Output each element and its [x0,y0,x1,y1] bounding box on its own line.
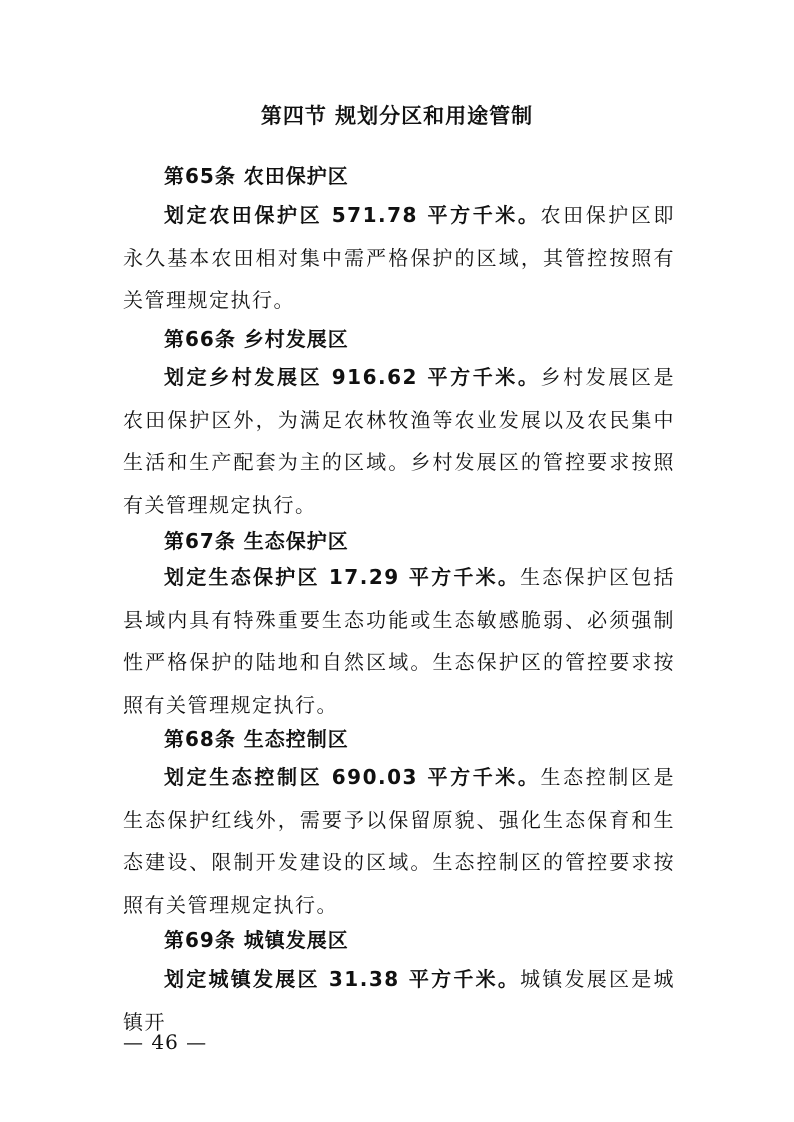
article-68-body [123,756,675,926]
article-67-body [123,556,675,726]
article-67-text: 生态保护区包括县域内具有特殊重要生态功能或生态敏感脆弱、必须强制性严格保护的陆地和自然区域。生态保护区的管控要求按照有关管理规定执行。 [123,565,676,717]
article-67-lead: 划定生态保护区 17.29 平方千米。 [164,565,521,589]
section-title: 第四节 规划分区和用途管制 [260,104,534,128]
article-68-lead: 划定生态控制区 690.03 平方千米。 [164,765,541,789]
article-65-body [123,194,675,322]
article-65-heading: 第65条 农田保护区 [164,164,349,188]
article-65-text: 农田保护区即永久基本农田相对集中需严格保护的区域，其管控按照有关管理规定执行。 [123,203,675,312]
article-66-heading: 第66条 乡村发展区 [164,327,349,351]
article-65-lead: 划定农田保护区 571.78 平方千米。 [164,203,541,227]
article-66-text: 乡村发展区是农田保护区外，为满足农林牧渔等农业发展以及农民集中生活和生产配套为主的区域。乡村发展区的管控要求按照有关管理规定执行。 [123,365,675,517]
article-69-heading: 第69条 城镇发展区 [164,928,349,952]
article-67-heading: 第67条 生态保护区 [164,529,349,553]
page-number: — 46 — [123,1030,208,1054]
article-66-lead: 划定乡村发展区 916.62 平方千米。 [164,365,541,389]
article-69-lead: 划定城镇发展区 31.38 平方千米。 [164,967,521,991]
article-69-text: 城镇发展区是城镇开 [123,967,676,1034]
article-66-body [123,356,675,526]
article-68-heading: 第68条 生态控制区 [164,727,349,751]
article-68-text: 生态控制区是生态保护红线外，需要予以保留原貌、强化生态保育和生态建设、限制开发建设的区域。生态控制区的管控要求按照有关管理规定执行。 [123,765,675,917]
